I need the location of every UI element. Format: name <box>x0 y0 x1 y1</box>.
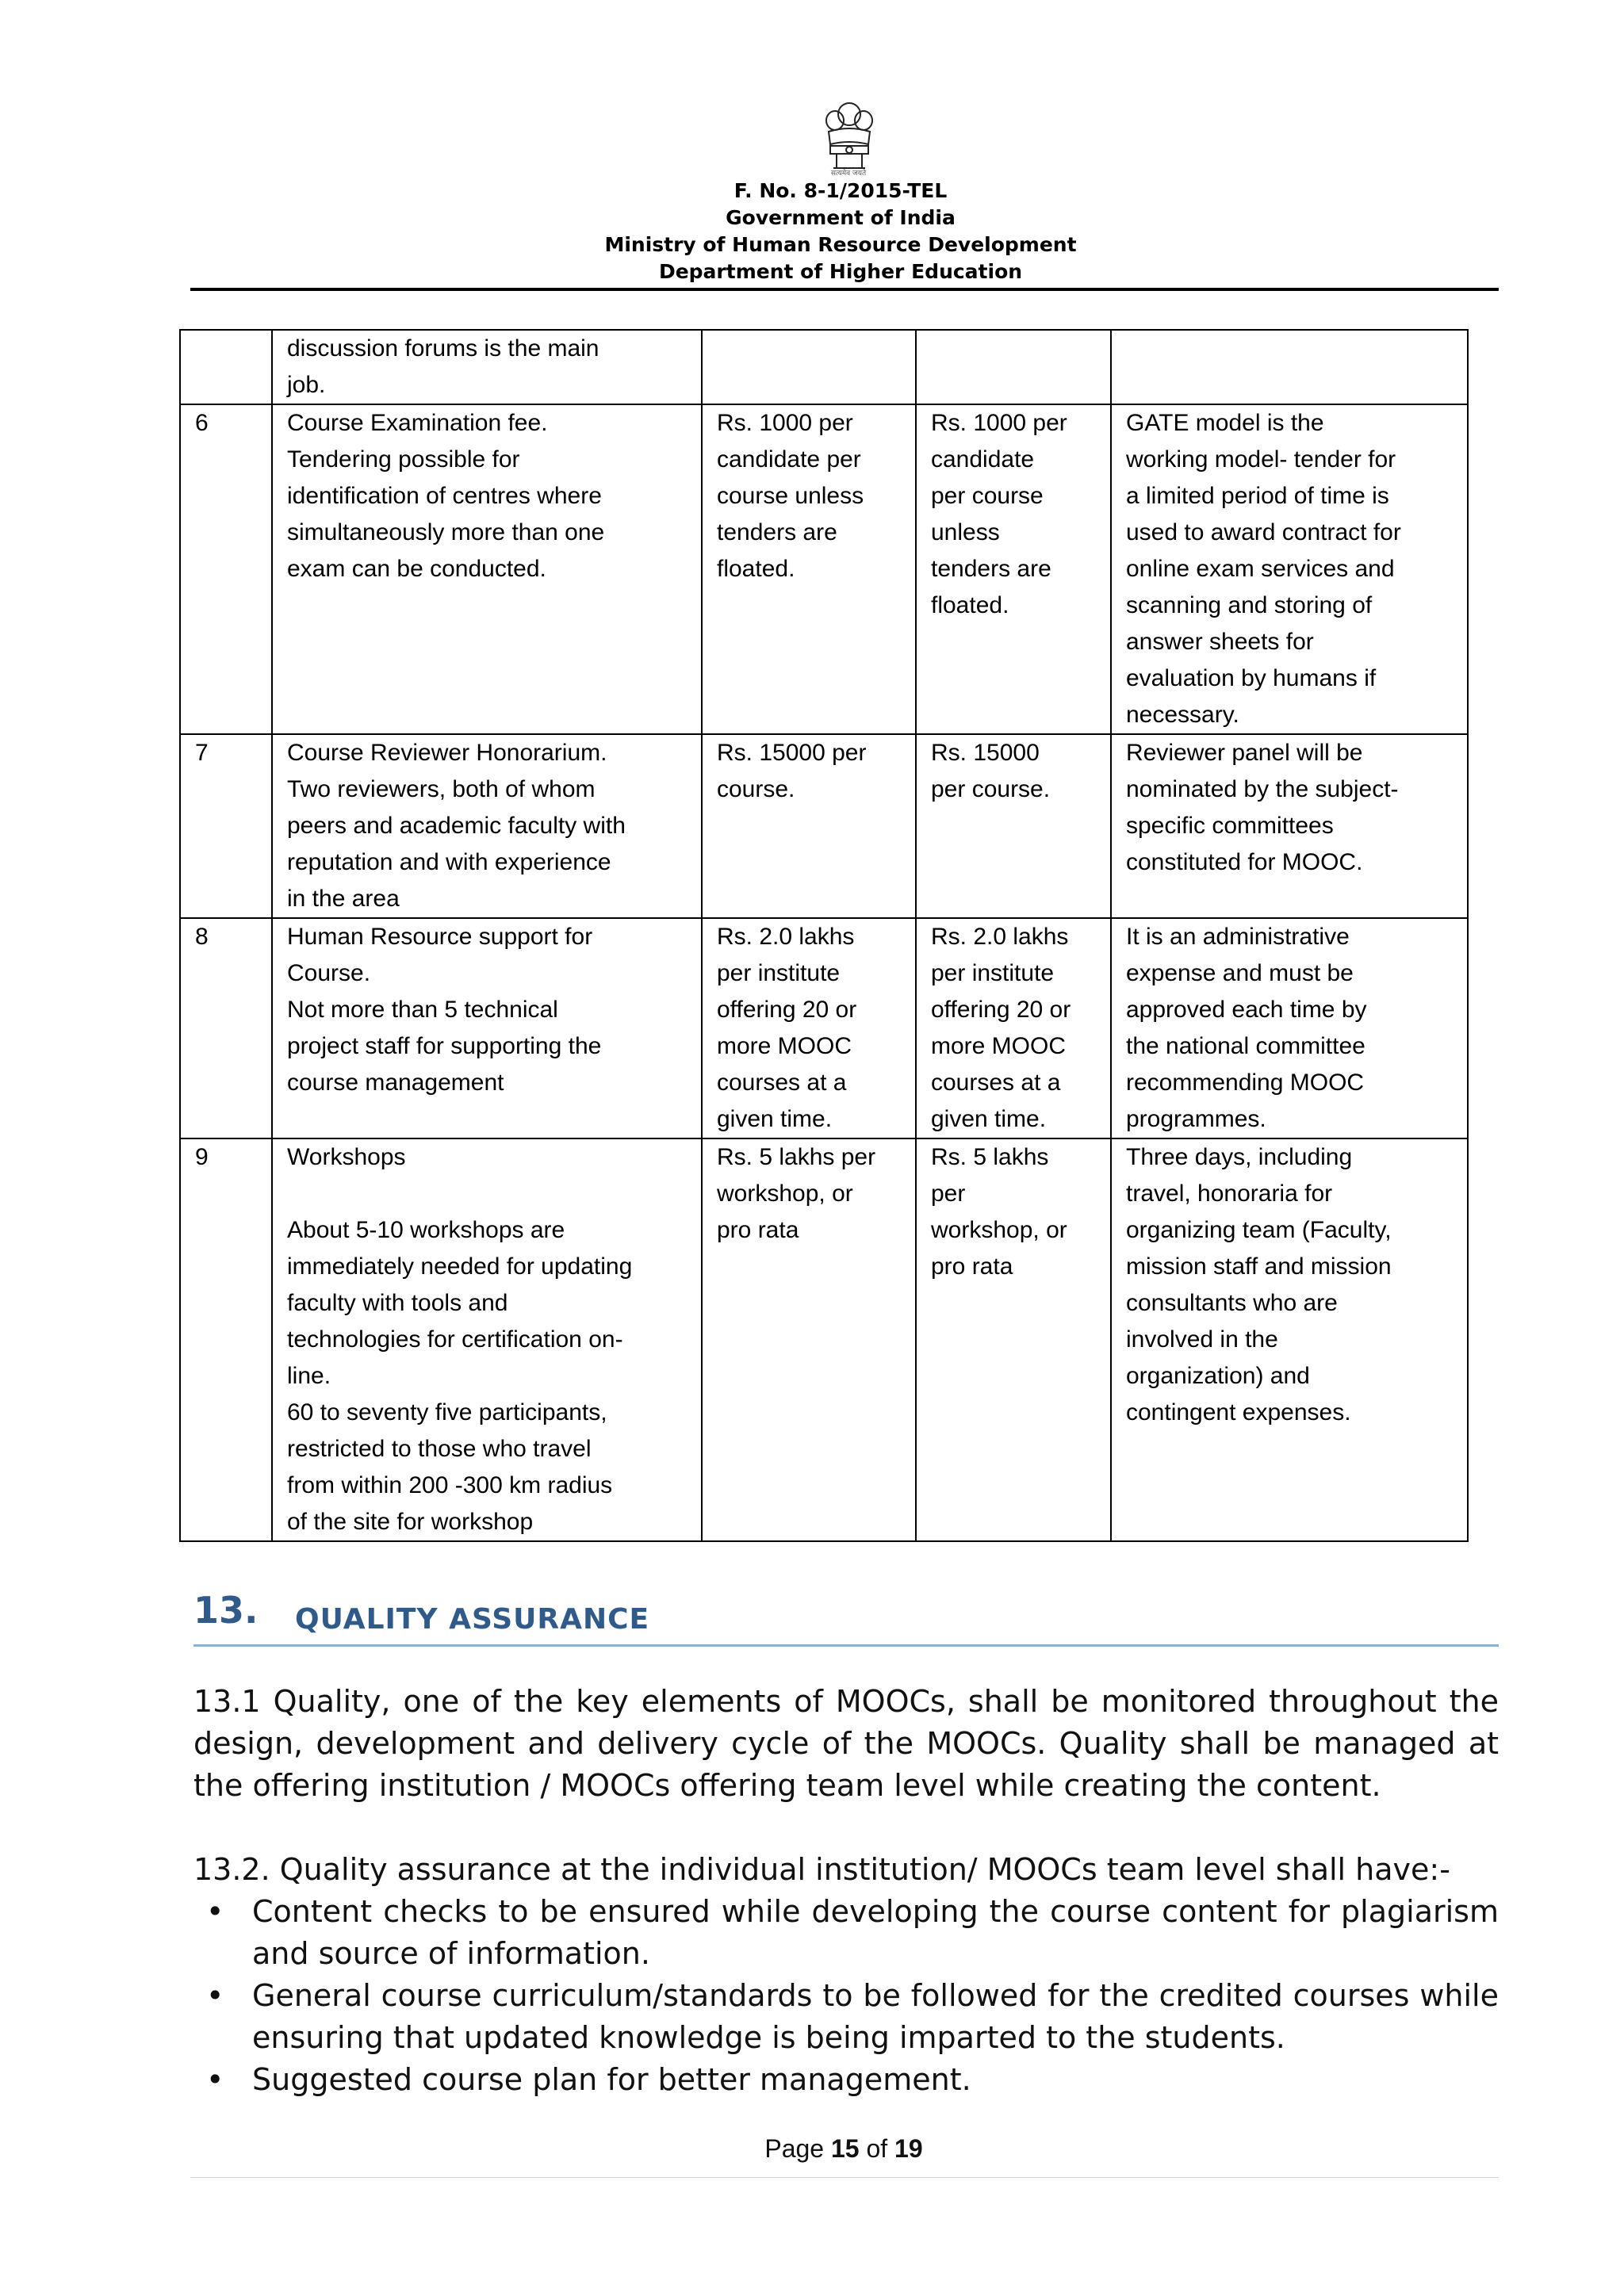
cell-text-line: restricted to those who travel <box>287 1436 592 1462</box>
cell-text-line: workshop, or <box>931 1217 1067 1243</box>
cell-text-line: Rs. 15000 per <box>717 740 867 766</box>
table-cell-col4 <box>916 330 1111 404</box>
paragraph-13-1: 13.1 Quality, one of the key elements of MOOCs, shall be monitored throughout the design, development and delivery cycle of the MOOCs. Quality shall be managed at the offering institution / MOOCs offering team level while creating the content. <box>193 1684 1499 1803</box>
table-cell-col5 <box>1111 330 1468 404</box>
cell-text-line: course unless <box>717 483 864 509</box>
cell-text-line: workshop, or <box>717 1181 853 1207</box>
cell-text-line: Rs. 5 lakhs per <box>717 1144 876 1170</box>
emblem-motto: सत्यमेव जयते <box>830 170 867 178</box>
cell-text-line: Workshops <box>287 1144 406 1170</box>
cell-text-line: the national committee <box>1126 1033 1365 1059</box>
cell-text-line: Two reviewers, both of whom <box>287 776 596 802</box>
bullet-icon: • <box>206 1978 224 2013</box>
section-number: 13. <box>193 1589 259 1632</box>
cell-text-line: necessary. <box>1126 702 1239 728</box>
cell-text-line: Course Examination fee. <box>287 410 548 436</box>
cell-text-line <box>287 1176 693 1212</box>
cell-text-line: Rs. 5 lakhs <box>931 1144 1049 1170</box>
cell-text-line: mission staff and mission <box>1126 1253 1392 1280</box>
cell-text-line: Human Resource support for <box>287 924 593 950</box>
cell-text-line: per <box>931 1181 966 1207</box>
row-number-cell: 9 <box>180 1138 272 1541</box>
cell-text-line: Reviewer panel will be <box>1126 740 1363 766</box>
cell-text-line: course. <box>717 776 795 802</box>
cell-text-line: from within 200 -300 km radius <box>287 1472 613 1498</box>
table-cell-col4 <box>916 734 1111 918</box>
cell-text-line: approved each time by <box>1126 997 1367 1023</box>
paragraph-13-2: 13.2. Quality assurance at the individual institution/ MOOCs team level shall have:- <box>193 1852 1450 1887</box>
cell-text-line: contingent expenses. <box>1126 1399 1351 1425</box>
cell-text-line: constituted for MOOC. <box>1126 849 1363 875</box>
bullet-text: Content checks to be ensured while developing the course content for plagiarism and source of information. <box>252 1894 1499 1971</box>
table-row <box>180 330 1468 404</box>
cell-text-line: per course <box>931 483 1044 509</box>
of-word: of <box>866 2134 888 2163</box>
table-cell-col3 <box>702 330 916 404</box>
cell-text-line: courses at a <box>717 1070 847 1096</box>
row-number-cell <box>180 330 272 404</box>
table-cell-col3 <box>702 404 916 734</box>
cell-text-line: used to award contract for <box>1126 519 1401 545</box>
file-number: F. No. 8-1/2015-TEL <box>733 179 948 202</box>
cell-text-line: floated. <box>931 592 1009 618</box>
table-row <box>180 918 1468 1138</box>
page-number: 15 <box>830 2134 860 2163</box>
document-header <box>190 178 1491 285</box>
cell-text-line: course management <box>287 1070 504 1096</box>
table-cell-desc <box>272 734 702 918</box>
cell-text-line: job. <box>287 372 326 398</box>
table-cell-col3 <box>702 734 916 918</box>
government-name: Government of India <box>726 206 956 229</box>
cell-text-line: travel, honoraria for <box>1126 1181 1333 1207</box>
cell-text-line: identification of centres where <box>287 483 602 509</box>
cell-text-line: online exam services and <box>1126 556 1395 582</box>
cell-text-line: per course. <box>931 776 1051 802</box>
bullet-icon: • <box>206 1894 224 1929</box>
cell-text-line: Rs. 15000 <box>931 740 1040 766</box>
table-cell-col4 <box>916 1138 1111 1541</box>
national-emblem-icon <box>813 97 886 176</box>
row-number-cell: 6 <box>180 404 272 734</box>
cell-text-line: Rs. 2.0 lakhs <box>931 924 1069 950</box>
list-item <box>193 1975 1499 2059</box>
header-divider <box>190 288 1499 291</box>
cell-text-line: expense and must be <box>1126 960 1354 986</box>
table-cell-col5 <box>1111 918 1468 1138</box>
cell-text-line: Three days, including <box>1126 1144 1353 1170</box>
section-heading <box>193 1586 1499 1647</box>
cell-text-line: Course. <box>287 960 371 986</box>
row-number-cell: 8 <box>180 918 272 1138</box>
cell-text-line: discussion forums is the main <box>287 335 599 362</box>
cell-text-line: organization) and <box>1126 1363 1310 1389</box>
cell-text-line: tenders are <box>717 519 837 545</box>
cell-text-line: pro rata <box>717 1217 799 1243</box>
cell-text-line: specific committees <box>1126 813 1334 839</box>
cell-text-line: more MOOC <box>717 1033 852 1059</box>
cell-text-line: reputation and with experience <box>287 849 611 875</box>
bullet-text: Suggested course plan for better management. <box>252 2062 971 2097</box>
table-cell-col4 <box>916 918 1111 1138</box>
cell-text-line: Not more than 5 technical <box>287 997 558 1023</box>
cell-text-line: line. <box>287 1363 331 1389</box>
cell-text-line: evaluation by humans if <box>1126 665 1377 691</box>
cell-text-line: courses at a <box>931 1070 1061 1096</box>
cell-text-line: candidate <box>931 446 1035 473</box>
table-cell-col3 <box>702 918 916 1138</box>
table-cell-col5 <box>1111 734 1468 918</box>
cell-text-line: Rs. 1000 per <box>717 410 853 436</box>
list-item <box>193 1891 1499 1975</box>
total-pages: 19 <box>894 2134 923 2163</box>
cell-text-line: involved in the <box>1126 1326 1278 1353</box>
cell-text-line: GATE model is the <box>1126 410 1324 436</box>
cell-text-line: Tendering possible for <box>287 446 520 473</box>
cell-text-line: peers and academic faculty with <box>287 813 626 839</box>
page-word: Page <box>764 2134 825 2163</box>
cell-text-line: scanning and storing of <box>1126 592 1373 618</box>
cell-text-line: working model- tender for <box>1126 446 1396 473</box>
cell-text-line: technologies for certification on- <box>287 1326 623 1353</box>
cell-text-line: offering 20 or <box>717 997 857 1023</box>
row-number-cell: 7 <box>180 734 272 918</box>
cell-text-line: candidate per <box>717 446 861 473</box>
cell-text-line: in the area <box>287 886 400 912</box>
cell-text-line: floated. <box>717 556 795 582</box>
table-cell-desc <box>272 330 702 404</box>
cell-text-line: Rs. 2.0 lakhs <box>717 924 855 950</box>
list-item <box>193 2059 1499 2101</box>
cell-text-line: organizing team (Faculty, <box>1126 1217 1392 1243</box>
cell-text-line: answer sheets for <box>1126 629 1314 655</box>
cell-text-line: exam can be conducted. <box>287 556 546 582</box>
cell-text-line: given time. <box>717 1106 833 1132</box>
bullet-icon: • <box>206 2062 224 2097</box>
table-cell-col5 <box>1111 404 1468 734</box>
cell-text-line: unless <box>931 519 1000 545</box>
table-row <box>180 1138 1468 1541</box>
cell-text-line: a limited period of time is <box>1126 483 1389 509</box>
cell-text-line: Course Reviewer Honorarium. <box>287 740 607 766</box>
cell-text-line: immediately needed for updating <box>287 1253 633 1280</box>
table-row <box>180 404 1468 734</box>
cell-text-line: 60 to seventy five participants, <box>287 1399 607 1425</box>
table-cell-desc <box>272 404 702 734</box>
footer-divider <box>190 2177 1499 2178</box>
section-title: QUALITY ASSURANCE <box>295 1603 650 1636</box>
budget-table <box>179 329 1469 1542</box>
department-name: Department of Higher Education <box>658 260 1023 283</box>
table-row <box>180 734 1468 918</box>
cell-text-line: per institute <box>717 960 841 986</box>
table-cell-desc <box>272 1138 702 1541</box>
cell-text-line: pro rata <box>931 1253 1013 1280</box>
cell-text-line: offering 20 or <box>931 997 1071 1023</box>
page-footer <box>0 2134 1624 2164</box>
cell-text-line: consultants who are <box>1126 1290 1338 1316</box>
cell-text-line: It is an administrative <box>1126 924 1350 950</box>
cell-text-line: recommending MOOC <box>1126 1070 1365 1096</box>
quality-bullet-list <box>193 1891 1499 2101</box>
ministry-name: Ministry of Human Resource Development <box>604 233 1077 256</box>
cell-text-line: of the site for workshop <box>287 1509 534 1535</box>
cell-text-line: programmes. <box>1126 1106 1266 1132</box>
table-cell-col4 <box>916 404 1111 734</box>
cell-text-line: more MOOC <box>931 1033 1067 1059</box>
cell-text-line: tenders are <box>931 556 1051 582</box>
bullet-text: General course curriculum/standards to be followed for the credited courses while ensuring that updated knowledge is being imparted to the students. <box>252 1978 1499 2055</box>
table-cell-desc <box>272 918 702 1138</box>
cell-text-line: simultaneously more than one <box>287 519 605 545</box>
cell-text-line: faculty with tools and <box>287 1290 508 1316</box>
table-cell-col5 <box>1111 1138 1468 1541</box>
cell-text-line: given time. <box>931 1106 1047 1132</box>
cell-text-line: project staff for supporting the <box>287 1033 602 1059</box>
table-cell-col3 <box>702 1138 916 1541</box>
cell-text-line: Rs. 1000 per <box>931 410 1067 436</box>
cell-text-line: per institute <box>931 960 1055 986</box>
cell-text-line: About 5-10 workshops are <box>287 1217 565 1243</box>
cell-text-line: nominated by the subject- <box>1126 776 1399 802</box>
